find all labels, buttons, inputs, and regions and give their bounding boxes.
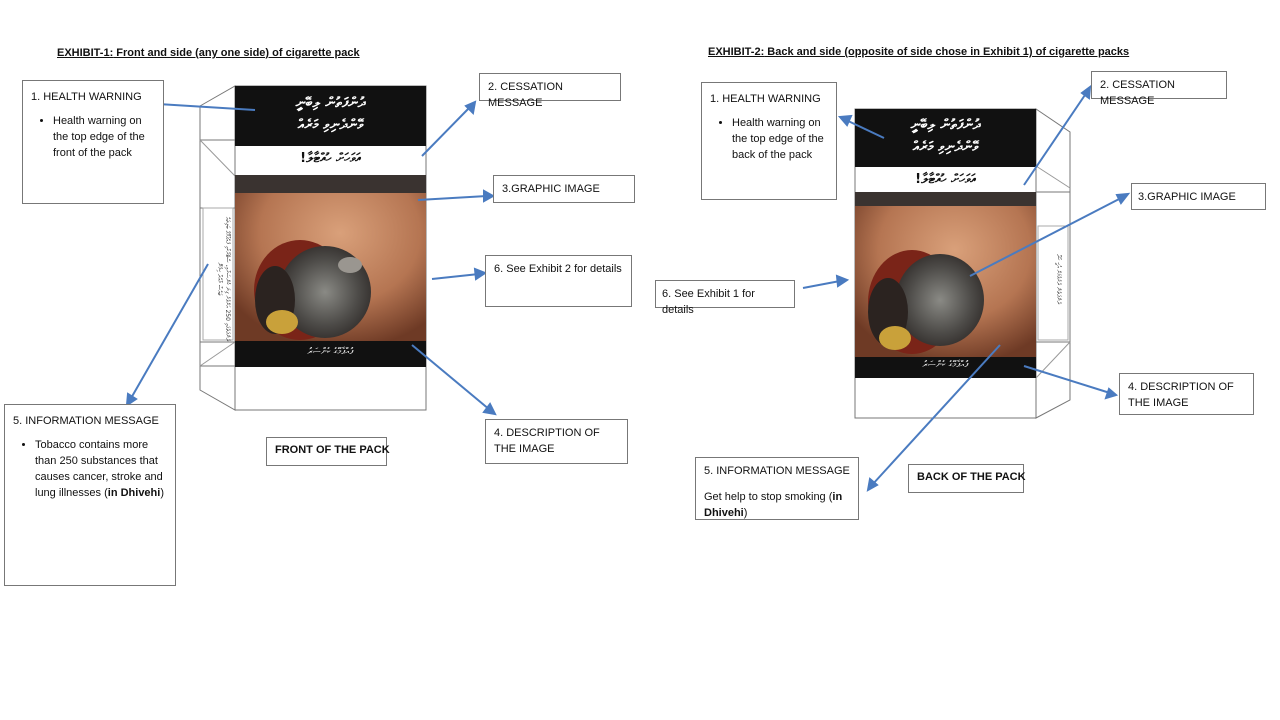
back-of-pack-label: BACK OF THE PACK: [908, 464, 1024, 493]
ex2-graphic-image-label: 3.GRAPHIC IMAGE: [1138, 191, 1236, 203]
front-pack-warning-text: [235, 92, 426, 136]
ex1-graphic-image-box: [493, 175, 635, 203]
ex1-health-warning-bullet: • Health warning on the top edge of the front of the pack: [53, 113, 155, 161]
ex2-graphic-image-box: [1131, 183, 1266, 210]
front-pack-warning-line-2: ވޭންދެނިވި މަރެއް: [297, 117, 364, 133]
exhibit-1-title-prefix: EXHIBIT-1:: [57, 47, 114, 59]
ex2-health-warning-heading: 1. HEALTH WARNING: [710, 93, 821, 105]
ex2-see-exhibit-box: [655, 280, 795, 316]
ex2-information-text: [704, 489, 850, 521]
ex1-information-box: [4, 404, 176, 586]
ex2-cessation-label: 2. CESSATION MESSAGE: [1100, 79, 1175, 107]
front-pack-graphic-image: [235, 175, 426, 341]
front-pack-warning-line-1: ދުންފަތުން ލިބޭނީ: [295, 95, 366, 111]
back-pack-warning-line-1: ދުންފަތުން ލިބޭނީ: [910, 117, 981, 133]
back-pack-warning-text: [855, 114, 1036, 158]
ex1-graphic-image-label: 3.GRAPHIC IMAGE: [502, 183, 600, 195]
back-pack-side-text: ދުންފަތުން ދުރުވުމަށް އެހީ ހޯދާ: [1055, 253, 1062, 305]
ex1-description-box: [485, 419, 628, 464]
ex1-cessation-box: [479, 73, 621, 109]
ex2-information-text-bold: in Dhivehi: [704, 491, 843, 519]
ex1-information-bullet-end: ): [160, 487, 164, 499]
front-pack-cessation-text: އަވަހަށް ހުއްޓާލާ!: [300, 151, 361, 166]
front-pack-description-text: ފުއްޕާމޭގެ ކެންސަރު: [307, 347, 354, 357]
ex1-information-bullet: [35, 437, 167, 501]
exhibit-2-title-prefix: EXHIBIT-2:: [708, 46, 765, 58]
ex2-health-warning-bullet: • Health warning on the top edge of the back of the pack: [732, 115, 828, 163]
ex1-description-label: 4. DESCRIPTION OF THE IMAGE: [494, 427, 600, 455]
ex2-health-warning-box: [701, 82, 837, 200]
ex2-description-box: [1119, 373, 1254, 415]
ex2-information-box: [695, 457, 859, 520]
ex2-information-text-plain: Get help to stop smoking (: [704, 491, 833, 503]
back-pack-graphic-image: [855, 192, 1036, 357]
ex2-see-exhibit-label: 6. See Exhibit 1 for details: [662, 288, 755, 316]
ex1-cessation-label: 2. CESSATION MESSAGE: [488, 81, 563, 109]
back-pack-description-text: ފުއްޕާމޭގެ ކެންސަރު: [922, 360, 969, 370]
ex2-cessation-box: [1091, 71, 1227, 107]
ex1-information-bullet-text: Tobacco contains more than 250 substances that causes cancer, stroke and lung illnesses (: [35, 439, 163, 499]
ex1-health-warning-heading: 1. HEALTH WARNING: [31, 91, 142, 103]
exhibit-1-title-rest: Front and side (any one side) of cigarette pack: [113, 47, 360, 59]
ex2-information-text-end: ): [743, 507, 748, 519]
ex1-information-bullet-bold: in Dhivehi: [107, 487, 161, 499]
front-of-pack-label: FRONT OF THE PACK: [266, 437, 387, 466]
back-pack-cessation-text: އަވަހަށް ހުއްޓާލާ!: [915, 172, 976, 187]
ex1-see-exhibit-box: [485, 255, 632, 307]
back-pack-warning-line-2: ވޭންދެނިވި މަރެއް: [912, 139, 979, 155]
exhibit-2-title-rest: Back and side (opposite of side chose in Exhibit 1) of cigarette packs: [764, 46, 1130, 58]
ex1-health-warning-box: [22, 80, 164, 204]
ex1-information-heading: 5. INFORMATION MESSAGE: [13, 415, 159, 427]
ex1-see-exhibit-label: 6. See Exhibit 2 for details: [494, 263, 622, 275]
front-pack-side-text: ދުންފަތުގައި 250 އަށްވުރެ ގިނަ ކެންސަރާއި، ސްޓްރޯކާއި ފުއްޕާމޭގެ ބަލިތައް ޖައްސާ މާއްދާ ހިމެނޭ: [216, 216, 231, 342]
ex2-description-label: 4. DESCRIPTION OF THE IMAGE: [1128, 381, 1234, 409]
ex2-information-heading: 5. INFORMATION MESSAGE: [704, 465, 850, 477]
